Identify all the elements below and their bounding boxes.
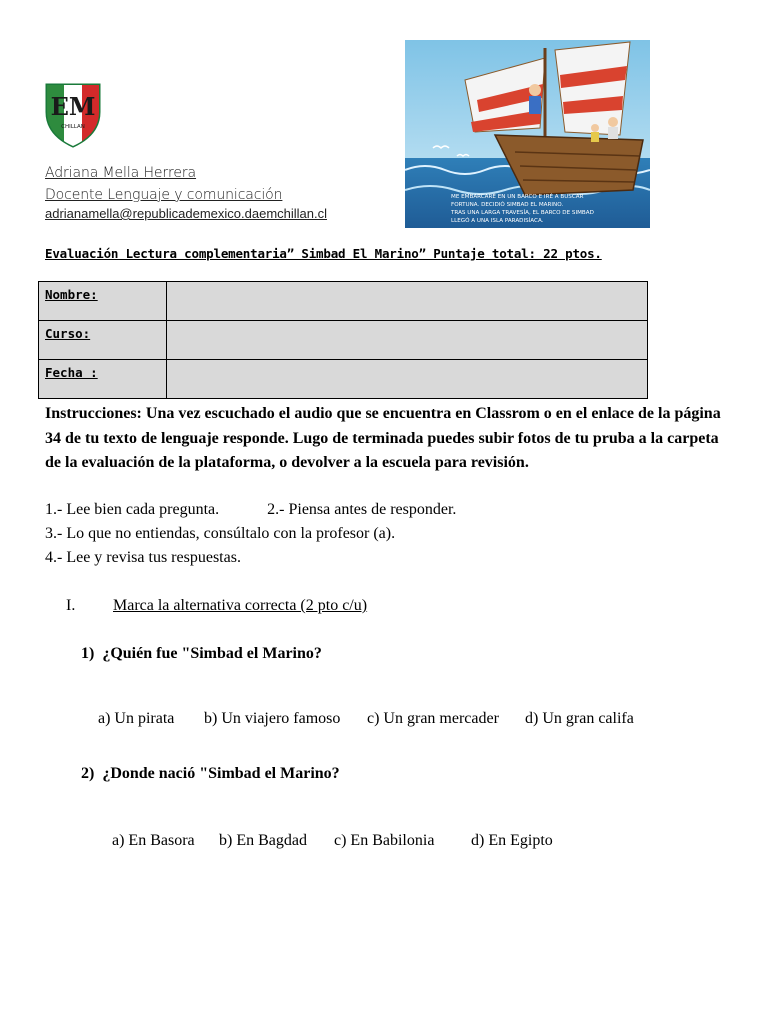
section-number: I. xyxy=(66,597,76,614)
instructions-paragraph: Instrucciones: Una vez escuchado el audio que se encuentra en Classrom o en el enlace de la página 34 de tu texto de lenguaje responde. Lugo de terminada puedes subir fotos de tu pruba a la carpeta de la evaluación de la plataforma, o devolver a la escuela para revisión. xyxy=(45,405,721,471)
teacher-role: Docente Lenguaje y comunicación xyxy=(45,187,283,203)
svg-text:FORTUNA. DECIDIÓ SIMBAD EL MAR: FORTUNA. DECIDIÓ SIMBAD EL MARINO. xyxy=(451,202,564,208)
question-2-options xyxy=(104,814,553,850)
course-field[interactable] xyxy=(167,321,648,360)
option-c[interactable]: c) En Babilonia xyxy=(334,832,435,849)
table-row xyxy=(39,321,648,360)
course-label: Curso: xyxy=(39,321,167,360)
svg-text:ME EMBARCARÉ EN UN BARCO E IRÉ: ME EMBARCARÉ EN UN BARCO E IRÉ A BUSCAR xyxy=(451,194,584,200)
simbad-cover-image xyxy=(405,40,650,228)
rule-3: 3.- Lo que no entiendas, consúltalo con la profesor (a). xyxy=(45,525,396,542)
option-c[interactable]: c) Un gran mercader xyxy=(367,710,499,727)
school-logo xyxy=(44,82,102,148)
section-title: Marca la alternativa correcta (2 pto c/u) xyxy=(113,597,368,614)
teacher-email-link[interactable]: adrianamella@republicademexico.daemchillan.cl xyxy=(45,206,328,221)
teacher-name: Adriana Mella Herrera xyxy=(45,165,197,181)
table-row xyxy=(39,282,648,321)
date-field[interactable] xyxy=(167,360,648,399)
option-a[interactable]: a) En Basora xyxy=(112,832,195,849)
question-2: 2) ¿Donde nació "Simbad el Marino? xyxy=(81,765,340,782)
question-1-options xyxy=(90,692,634,728)
option-d[interactable]: d) Un gran califa xyxy=(525,710,634,727)
rules-line-1 xyxy=(45,501,456,519)
rule-2: 2.- Piensa antes de responder. xyxy=(267,501,457,518)
rule-4: 4.- Lee y revisa tus respuestas. xyxy=(45,549,241,566)
svg-text:LLEGÓ A UNA ISLA PARADISÍACA.: LLEGÓ A UNA ISLA PARADISÍACA. xyxy=(451,218,544,224)
question-1: 1) ¿Quién fue "Simbad el Marino? xyxy=(81,645,322,662)
svg-text:TRAS UNA LARGA TRAVESÍA, EL BA: TRAS UNA LARGA TRAVESÍA, EL BARCO DE SIMBAD xyxy=(451,210,594,216)
option-a[interactable]: a) Un pirata xyxy=(98,710,175,727)
rule-1: 1.- Lee bien cada pregunta. xyxy=(45,501,220,518)
option-b[interactable]: b) En Bagdad xyxy=(219,832,307,849)
svg-text:EM: EM xyxy=(50,92,96,121)
date-label: Fecha : xyxy=(39,360,167,399)
evaluation-title: Evaluación Lectura complementaria” Simbad El Marino” Puntaje total: 22 ptos. xyxy=(45,246,602,261)
svg-text:CHILLAN: CHILLAN xyxy=(61,124,85,130)
table-row xyxy=(39,360,648,399)
name-field[interactable] xyxy=(167,282,648,321)
option-d[interactable]: d) En Egipto xyxy=(471,832,553,849)
student-info-table xyxy=(38,281,648,399)
option-b[interactable]: b) Un viajero famoso xyxy=(204,710,341,727)
name-label: Nombre: xyxy=(39,282,167,321)
